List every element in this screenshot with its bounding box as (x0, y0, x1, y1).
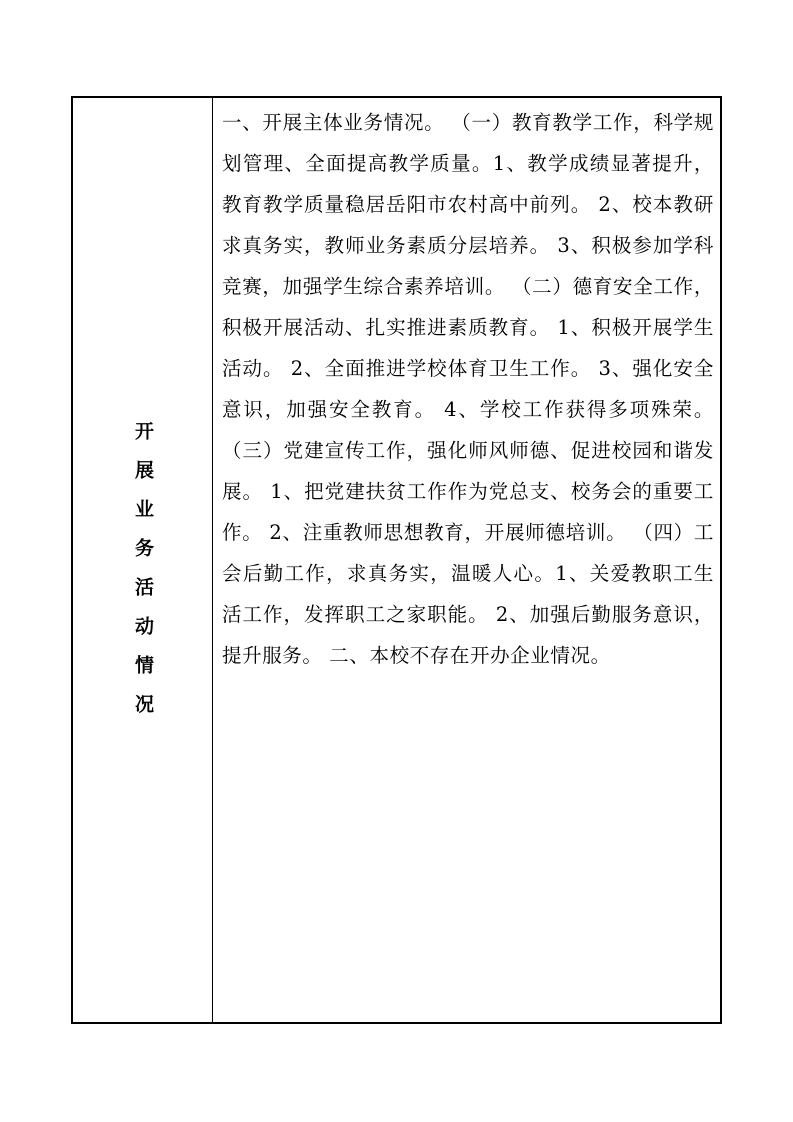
content-text: 一、开展主体业务情况。 （一）教育教学工作，科学规划管理、全面提高教学质量。1、教学成绩显著提升，教育教学质量稳居岳阳市农村高中前列。 2、校本教研求真务实，教师业务素质分层培养。 3、积极参加学科竞赛，加强学生综合素养培训。 （二）德育安全工作，积极开展活动、扎实推进素质教育。 1、积极开展学生活动。 2、全面推进学校体育卫生工作。 3、强化安全意识，加强安全教育。 4、学校工作获得多项殊荣。 （三）党建宣传工作，强化师风师德、促进校园和谐发展。 1、把党建扶贫工作作为党总支、校务会的重要工作。 2、注重教师思想教育，开展师德培训。 （四）工会后勤工作，求真务实，温暖人心。1、关爱教职工生活工作，发挥职工之家职能。 2、加强后勤服务意识，提升服务。 二、本校不存在开办企业情况。 (222, 111, 714, 667)
report-table (71, 96, 722, 1024)
content-cell (213, 98, 720, 1022)
row-label: 开展业务活动情况 (132, 421, 154, 733)
label-cell (73, 98, 213, 1022)
